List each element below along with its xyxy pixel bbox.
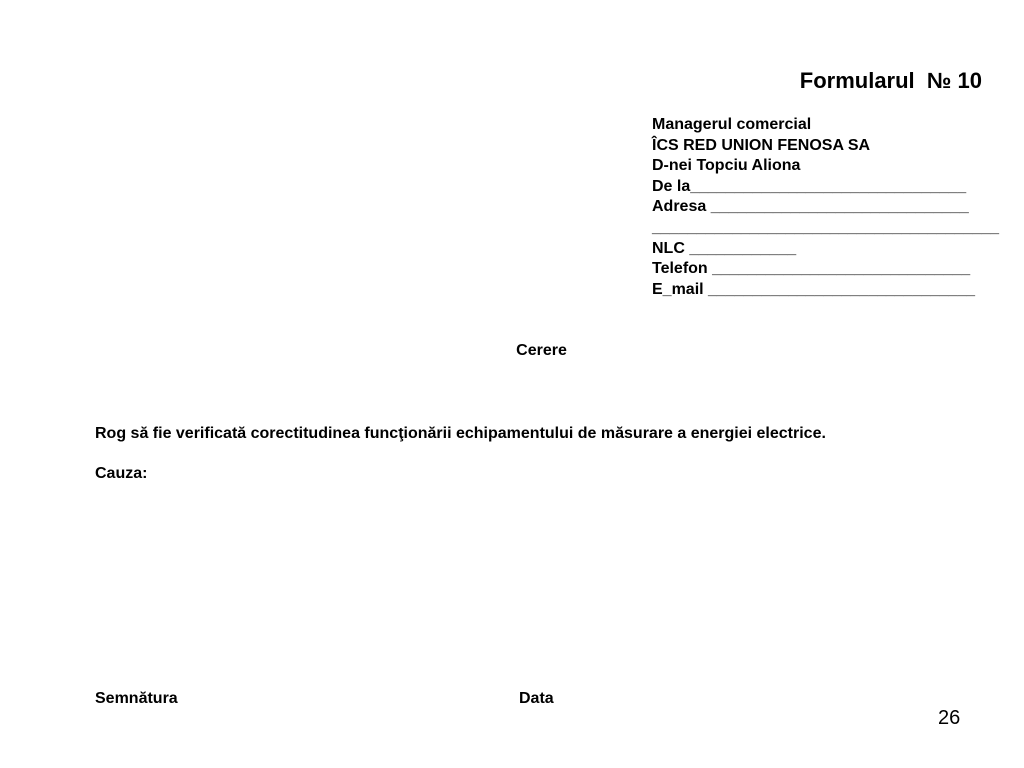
sender-phone-field: Telefon _____________________________ (652, 260, 971, 278)
sender-address-continuation-field: _______________________________________ (652, 218, 1000, 236)
sender-email-field: E_mail ______________________________ (652, 280, 975, 298)
form-title: Formularul № 10 (799, 68, 982, 93)
signature-label: Semnătura (95, 690, 178, 707)
sender-address-field: Adresa _____________________________ (652, 198, 969, 216)
request-text: Rog să fie verificată corectitudinea funcţionării echipamentului de măsurare a energiei electrice. (95, 425, 826, 442)
date-label: Data (519, 690, 554, 707)
sender-from-field: De la_______________________________ (652, 177, 967, 195)
document-heading: Cerere (516, 342, 567, 359)
addressee-name: D-nei Topciu Aliona (652, 157, 801, 175)
addressee-company: ÎCS RED UNION FENOSA SA (652, 136, 871, 154)
addressee-block (652, 115, 1012, 300)
page-number: 26 (938, 707, 961, 729)
addressee-manager-title: Managerul comercial (652, 116, 812, 133)
sender-nlc-field: NLC ____________ (652, 239, 797, 257)
cause-label: Cauza: (95, 465, 148, 482)
